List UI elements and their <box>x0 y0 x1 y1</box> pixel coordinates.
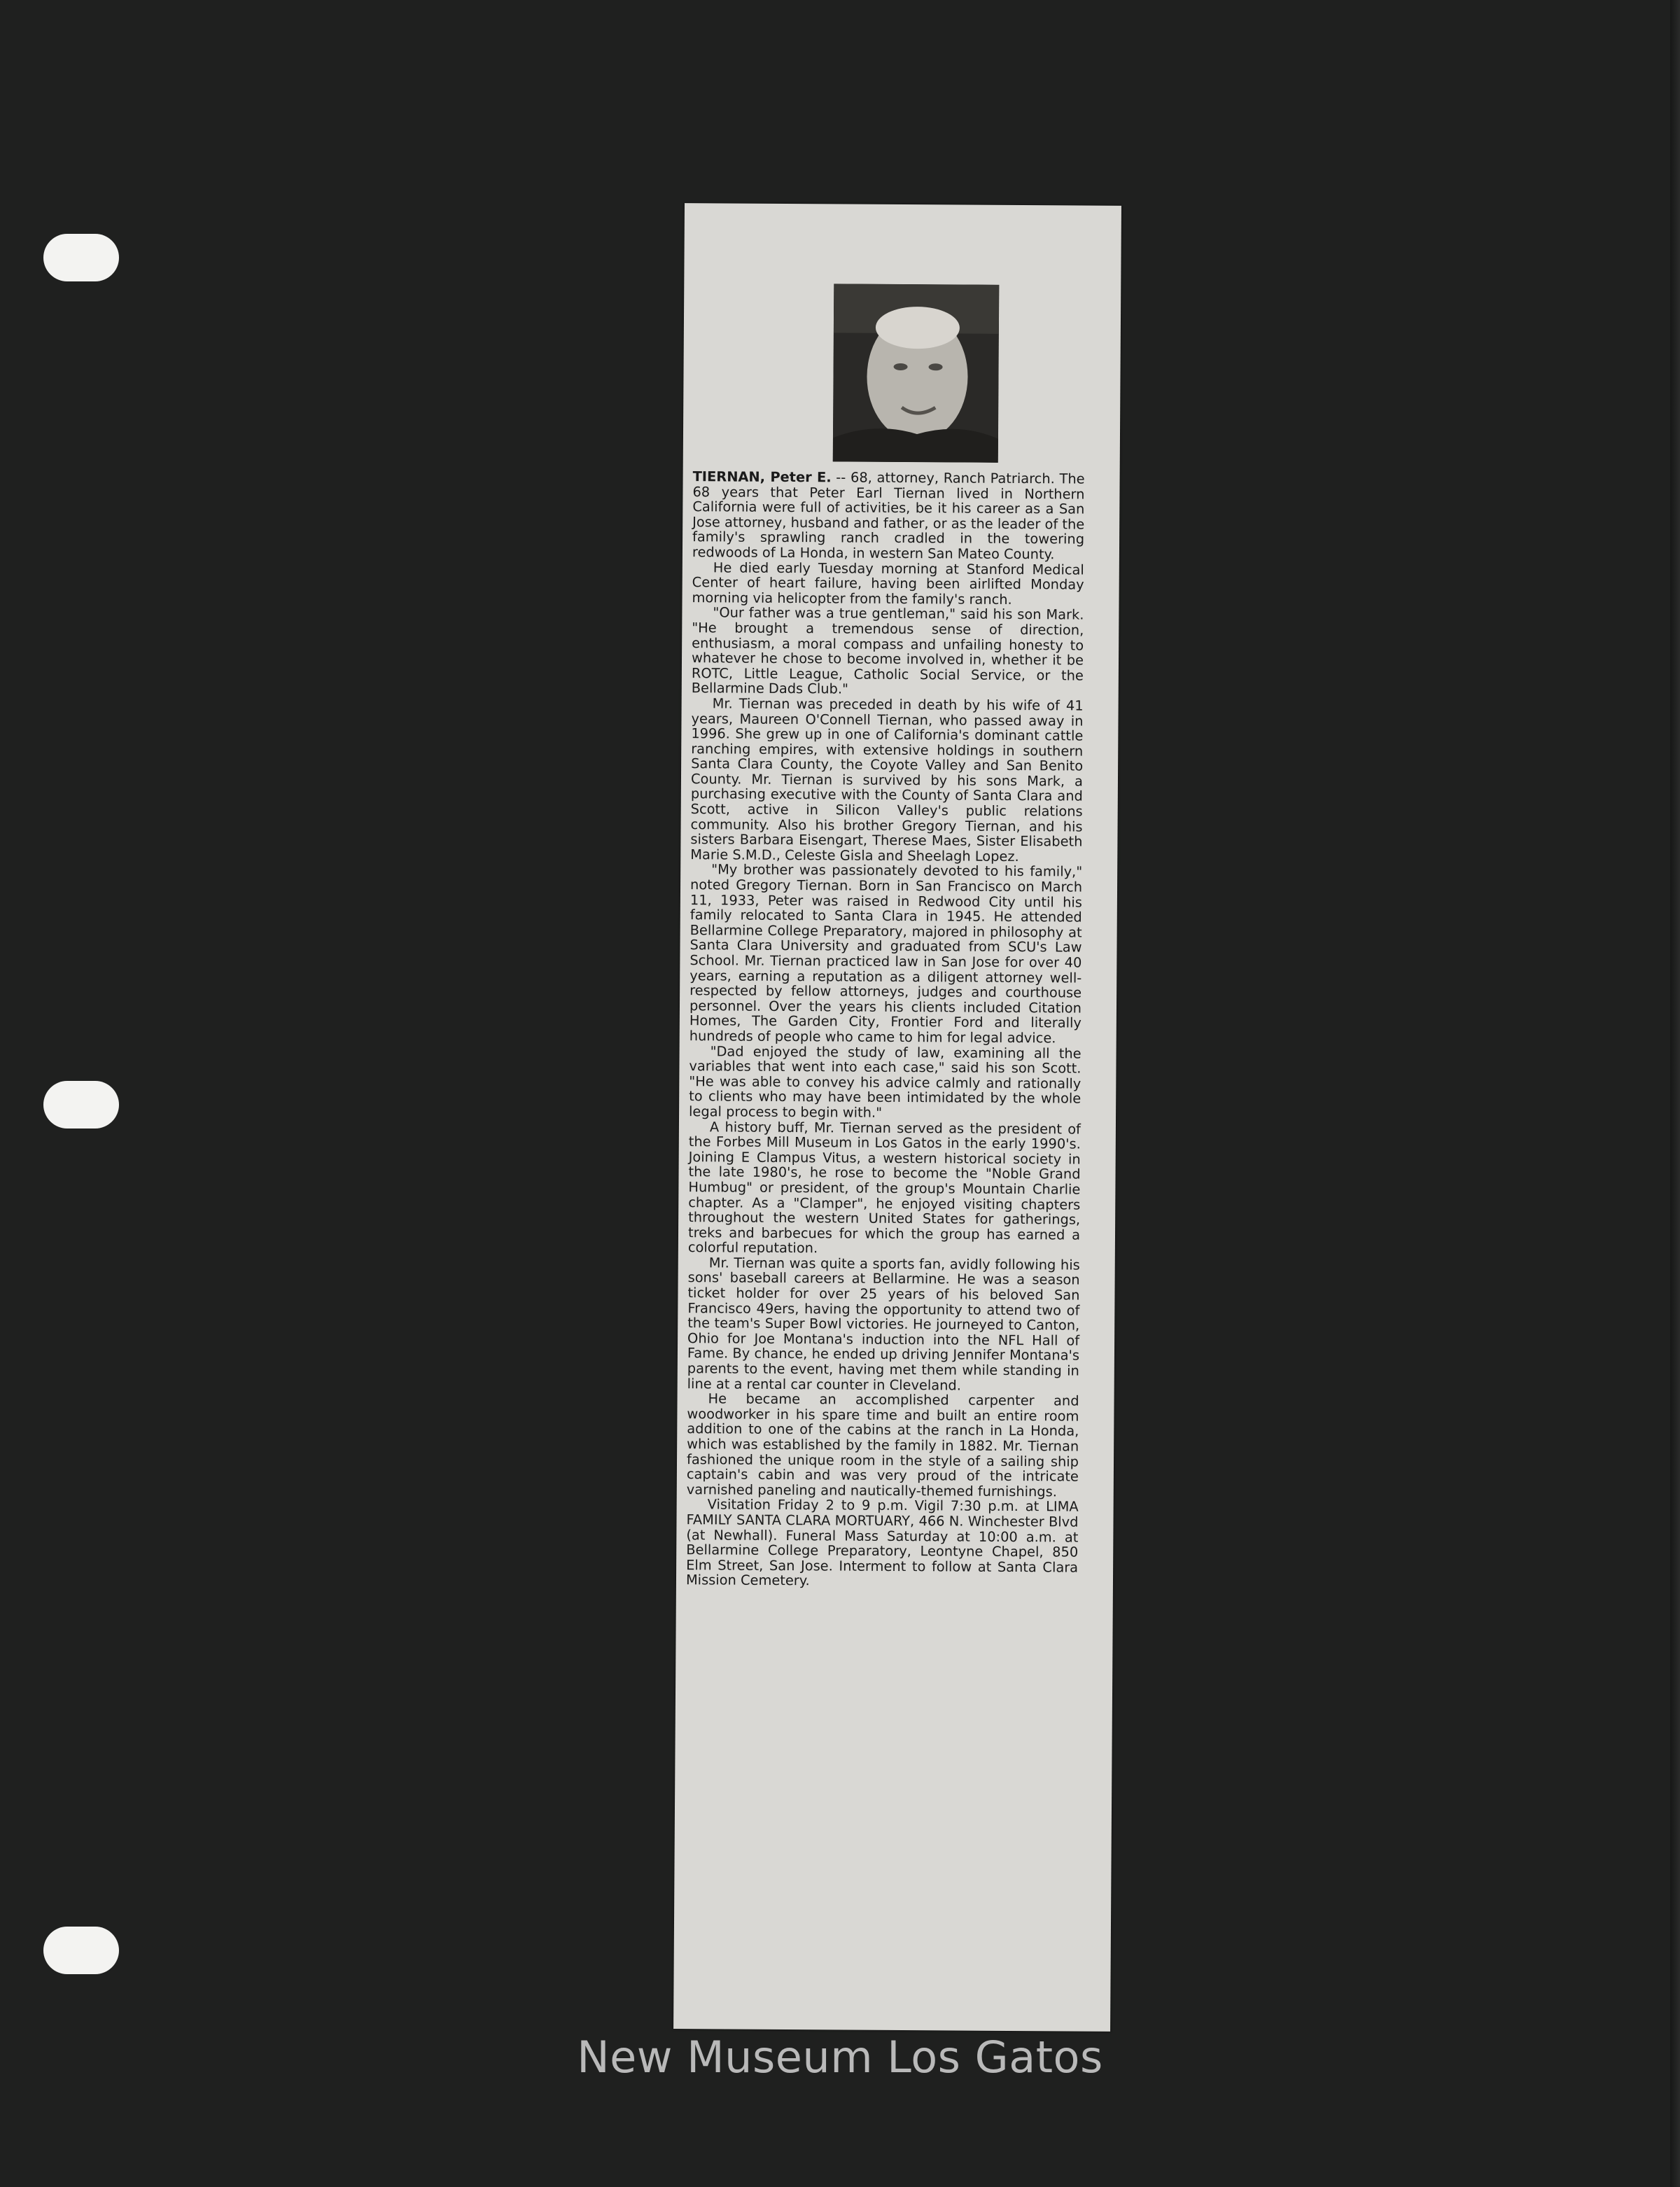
obituary-paragraph: He died early Tuesday morning at Stanford Medical Center of heart failure, having been airlifted Monday morning via helicopter from the family's ranch. <box>692 559 1084 608</box>
obituary-paragraph: TIERNAN, Peter E. -- 68, attorney, Ranch Patriarch. The 68 years that Peter Earl Tiernan lived in Northern California were full of activities, be it his career as a San Jose attorney, husband and father, or as the leader of the family's sprawling ranch cradled in the towering redwoods of La Honda, in western San Mateo County. <box>692 468 1085 563</box>
obituary-paragraph: Visitation Friday 2 to 9 p.m. Vigil 7:30 p.m. at LIMA FAMILY SANTA CLARA MORTUARY, 466 N. Winchester Blvd (at Newhall). Funeral Mass Saturday at 10:00 a.m. at Bellarmine College Preparatory, Leontyne Chapel, 850 Elm Street, San Jose. Interment to follow at Santa Clara Mission Cemetery. <box>685 1496 1079 1589</box>
obituary-paragraph: He became an accomplished carpenter and woodworker in his spare time and built an entire room addition to one of the cabins at the ranch in La Honda, which was established by the family in 1882. Mr. Tiernan fashioned the unique room in the style of a sailing ship captain's cabin and was very proud of the intricate varnished paneling and nautically-themed furnishings. <box>686 1390 1079 1500</box>
obituary-name: TIERNAN, Peter E. <box>692 468 832 486</box>
punch-hole-middle <box>43 1081 119 1129</box>
page-edge <box>1670 0 1680 2187</box>
obituary-paragraph: "Our father was a true gentleman," said his son Mark. "He brought a tremendous sense of direction, enthusiasm, a moral compass and unfailing honesty to whatever he chose to become involved in, whether it be ROTC, Little League, Catholic Social Service, or the Bellarmine Dads Club." <box>691 604 1084 697</box>
obituary-text <box>686 469 1085 1590</box>
obituary-paragraph: "My brother was passionately devoted to his family," noted Gregory Tiernan. Born in San Francisco on March 11, 1933, Peter was raised in Redwood City until his family relocated to Santa Clara in 1945. He attended Bellarmine College Preparatory, majored in philosophy at Santa Clara University and graduated from SCU's Law School. Mr. Tiernan practiced law in San Jose for over 40 years, earning a reputation as a diligent attorney well-respected by fellow attorneys, judges and courthouse personnel. Over the years his clients included Citation Homes, The Garden City, Frontier Ford and literally hundreds of people who came to him for legal advice. <box>689 861 1083 1047</box>
obituary-paragraph: Mr. Tiernan was preceded in death by his wife of 41 years, Maureen O'Connell Tiernan, who passed away in 1996. She grew up in one of California's dominant cattle ranching empires, with extensive holdings in southern Santa Clara County, the Coyote Valley and San Benito County. Mr. Tiernan is survived by his sons Mark, a purchasing executive with the County of Santa Clara and Scott, active in Silicon Valley's public relations community. Also his brother Gregory Tiernan, and his sisters Barbara Eisengart, Therese Maes, Sister Elisabeth Marie S.M.D., Celeste Gisla and Sheelagh Lopez. <box>690 695 1084 865</box>
obituary-paragraph: Mr. Tiernan was quite a sports fan, avidly following his sons' baseball careers at Bellarmine. He was a season ticket holder for over 25 years of his beloved San Francisco 49ers, having the opportunity to attend two of the team's Super Bowl victories. He journeyed to Canton, Ohio for Joe Montana's induction into the NFL Hall of Fame. By chance, he ended up driving Jennifer Montana's parents to the event, having met them while standing in line at a rental car counter in Cleveland. <box>687 1255 1080 1394</box>
obituary-paragraph: "Dad enjoyed the study of law, examining all the variables that went into each case," said his son Scott. "He was able to convey his advice calmly and rationally to clients who may have been intimidated by the whole legal process to begin with." <box>689 1042 1082 1121</box>
obituary-paragraph: A history buff, Mr. Tiernan served as the president of the Forbes Mill Museum in Los Gatos in the early 1990's. Joining E Clampus Vitus, a western historical society in the late 1980's, he rose to become the "Noble Grand Humbug" or president, of the group's Mountain Charlie chapter. As a "Clamper", he enjoyed visiting chapters throughout the western United States for gatherings, treks and barbecues for which the group has earned a colorful reputation. <box>687 1118 1082 1257</box>
punch-hole-bottom <box>43 1927 119 1974</box>
newspaper-clipping <box>673 203 1121 2032</box>
watermark: New Museum Los Gatos <box>577 2032 1103 2083</box>
portrait-photo <box>833 284 1000 462</box>
portrait-photo-graphic <box>833 284 1000 462</box>
punch-hole-top <box>43 234 119 281</box>
